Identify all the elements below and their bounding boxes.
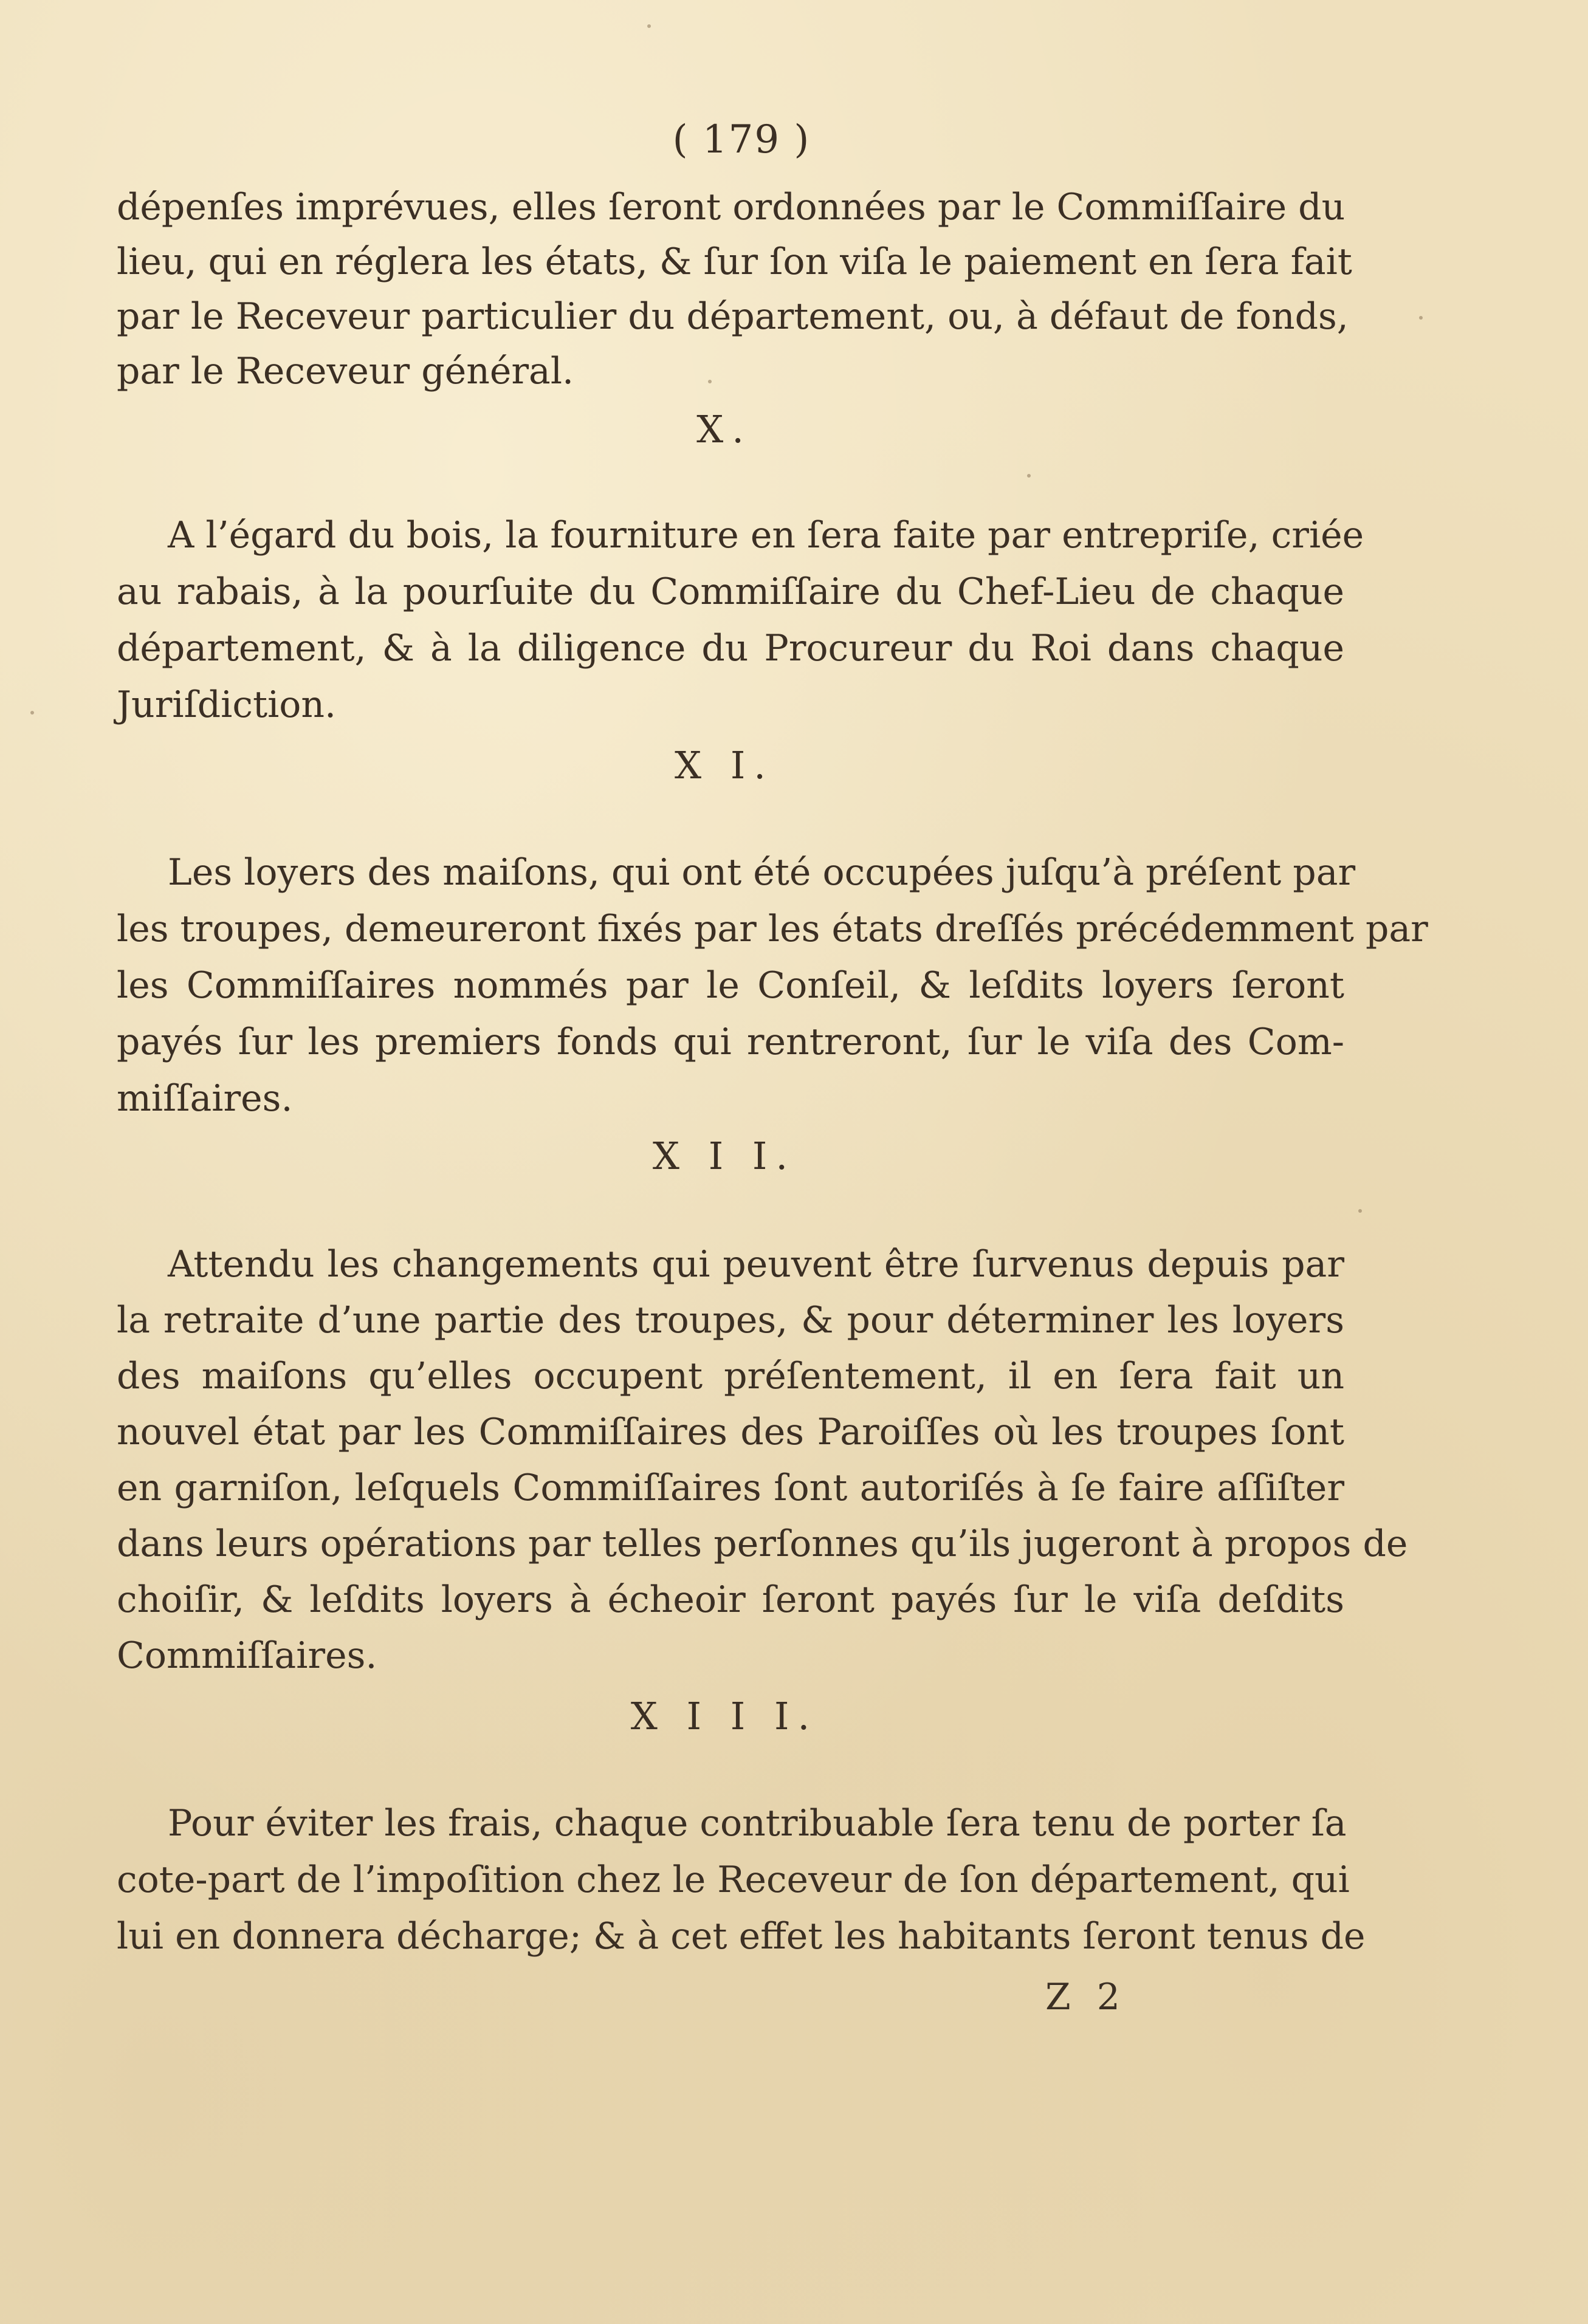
text-line: nouvel état par les Commiſſaires des Paroiſſes où les troupes ſont [117,1411,1344,1453]
text-line: les Commiſſaires nommés par le Conſeil, & leſdits loyers ſeront [117,964,1344,1007]
page-number: ( 179 ) [672,117,811,162]
text-line: Pour éviter les frais, chaque contribuable ſera tenu de porter ſa [168,1802,1347,1845]
text-line: lui en donnera décharge; & à cet effet les habitants ſeront tenus de [117,1915,1366,1958]
text-line: miſſaires. [117,1077,293,1120]
article-heading-xi: X I. [674,743,775,787]
text-line: choiſir, & leſdits loyers à écheoir ſeront payés ſur le viſa deſdits [117,1578,1344,1621]
text-line: par le Receveur particulier du département, ou, à défaut de fonds, [117,295,1349,338]
text-line: Attendu les changements qui peuvent être ſurvenus depuis par [168,1243,1344,1286]
text-line: A l’égard du bois, la fourniture en ſera faite par entrepriſe, criée [168,514,1364,557]
text-line: au rabais, à la pourſuite du Commiſſaire du Chef-Lieu de chaque [117,571,1344,613]
text-line: en garniſon, leſquels Commiſſaires ſont autoriſés à ſe faire aſſiſter [117,1467,1344,1509]
text-line: les troupes, demeureront fixés par les états dreſſés précédemment par [117,908,1428,950]
text-line: dépenſes imprévues, elles ſeront ordonnées par le Commiſſaire du [117,186,1346,228]
text-line: cote-part de l’impoſition chez le Receveur de ſon département, qui [117,1859,1350,1901]
text-line: lieu, qui en réglera les états, & ſur ſon viſa le paiement en ſera fait [117,241,1352,283]
signature-mark: Z 2 [1045,1976,1127,2018]
text-line: Juriſdiction. [117,684,337,726]
text-line: par le Receveur général. [117,350,574,392]
text-line: la retraite d’une partie des troupes, & pour déterminer les loyers [117,1299,1344,1342]
article-heading-xiii: X I I I. [630,1694,819,1738]
text-line: payés ſur les premiers fonds qui rentreront, ſur le viſa des Com- [117,1021,1344,1063]
text-line: des maiſons qu’elles occupent préſentement, il en ſera fait un [117,1355,1344,1397]
paper-speck [1358,1209,1362,1213]
paper-speck [647,24,651,28]
article-heading-x: X. [696,407,752,451]
paper-speck [30,711,34,715]
text-line: Les loyers des maiſons, qui ont été occupées juſqu’à préſent par [168,851,1356,894]
paper-speck [1027,474,1031,478]
paper-speck [1419,316,1423,320]
paper-speck [708,380,712,383]
article-heading-xii: X I I. [652,1134,797,1178]
text-line: dans leurs opérations par telles perſonnes qu’ils jugeront à propos de [117,1523,1408,1565]
text-line: Commiſſaires. [117,1634,377,1677]
text-line: département, & à la diligence du Procureur du Roi dans chaque [117,627,1344,670]
